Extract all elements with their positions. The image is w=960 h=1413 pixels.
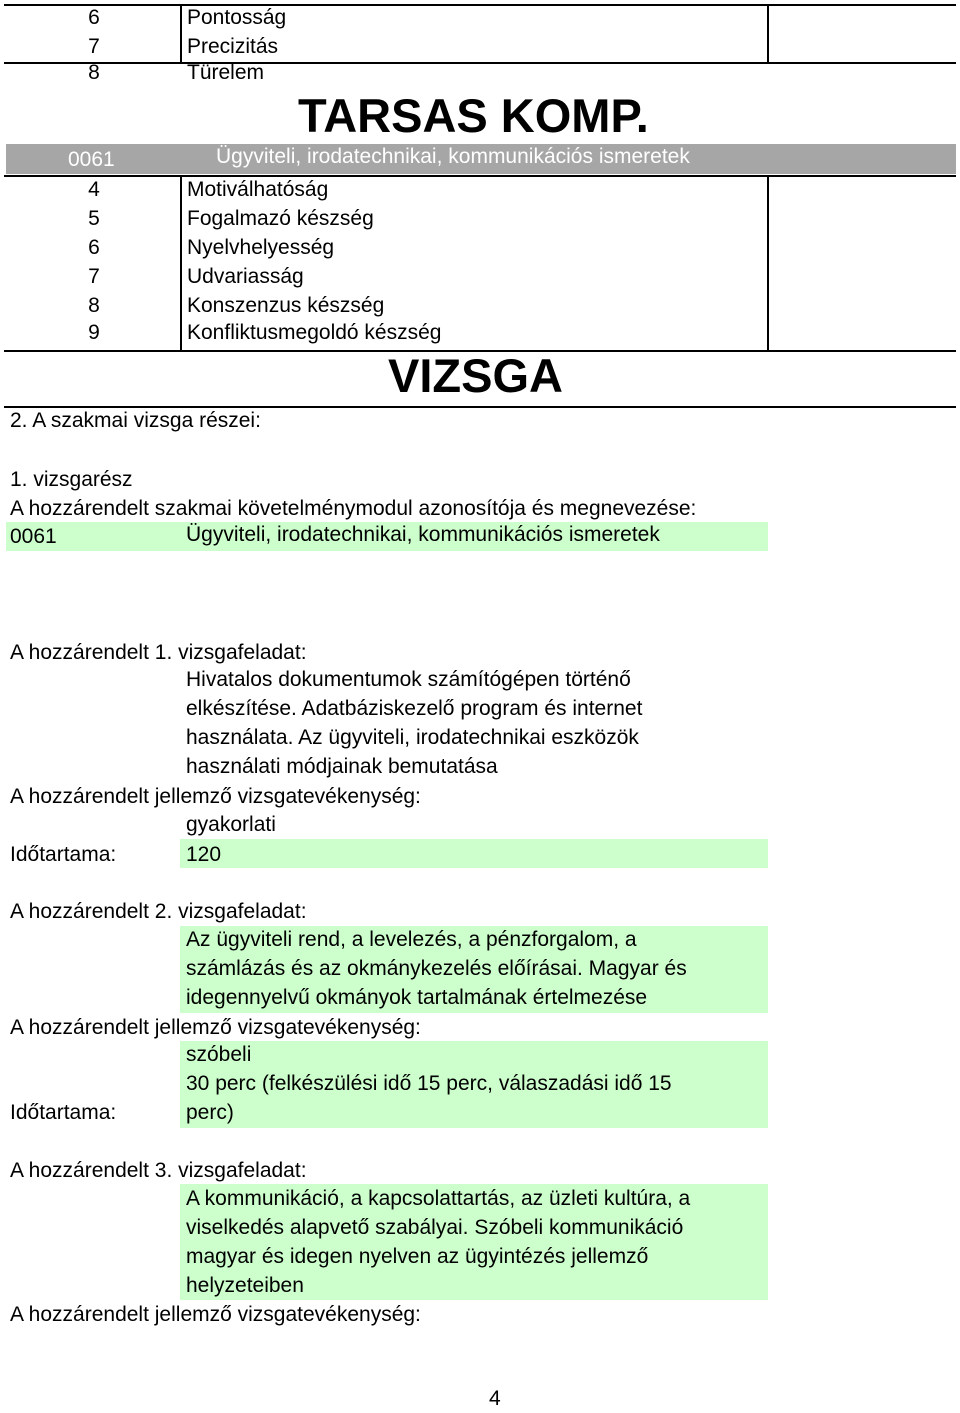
column-divider	[180, 4, 182, 64]
task-1-activity: gyakorlati	[186, 813, 276, 836]
task-3-line: magyar és idegen nyelven az ügyintézés jellemző	[186, 1245, 649, 1268]
column-divider	[767, 4, 769, 64]
module-code: 0061	[10, 525, 57, 548]
exam-parts-label: 2. A szakmai vizsga részei:	[10, 409, 261, 432]
task-1-duration-label: Időtartama:	[10, 843, 117, 866]
header-code: 0061	[68, 148, 115, 171]
row-number: 8	[88, 61, 100, 84]
task-1-activity-label: A hozzárendelt jellemző vizsgatevékenység:	[10, 785, 421, 808]
task-2-activity-label: A hozzárendelt jellemző vizsgatevékenység:	[10, 1016, 421, 1039]
task-2-duration: perc)	[186, 1101, 234, 1124]
row-number: 4	[88, 178, 100, 201]
task-1-line: Hivatalos dokumentumok számítógépen történő	[186, 668, 631, 691]
task-1-label: A hozzárendelt 1. vizsgafeladat:	[10, 641, 307, 664]
row-label: Fogalmazó készség	[187, 207, 374, 230]
row-number: 5	[88, 207, 100, 230]
task-2-duration-label: Időtartama:	[10, 1101, 117, 1124]
task-2-activity: szóbeli	[186, 1043, 252, 1066]
task-2-label: A hozzárendelt 2. vizsgafeladat:	[10, 900, 307, 923]
task-3-line: helyzeteiben	[186, 1274, 304, 1297]
row-number: 6	[88, 6, 100, 29]
row-number: 8	[88, 294, 100, 317]
task-3-line: A kommunikáció, a kapcsolattartás, az üzleti kultúra, a	[186, 1187, 691, 1210]
task-2-line: idegennyelvű okmányok tartalmának értelmezése	[186, 986, 648, 1009]
part-label: 1. vizsgarész	[10, 468, 133, 491]
row-label: Precizitás	[187, 35, 279, 58]
task-2-line: Az ügyviteli rend, a levelezés, a pénzforgalom, a	[186, 928, 637, 951]
module-name: Ügyviteli, irodatechnikai, kommunikációs ismeretek	[186, 523, 660, 546]
task-3-line: viselkedés alapvető szabályai. Szóbeli kommunikáció	[186, 1216, 684, 1239]
task-2-line: számlázás és az okmánykezelés előírásai. Magyar és	[186, 957, 687, 980]
column-divider	[767, 175, 769, 352]
row-number: 6	[88, 236, 100, 259]
row-label: Motiválhatóság	[187, 178, 329, 201]
column-divider	[180, 175, 182, 352]
task-1-duration-box	[180, 839, 768, 868]
task-1-duration: 120	[186, 843, 222, 866]
row-number: 7	[88, 265, 100, 288]
task-3-label: A hozzárendelt 3. vizsgafeladat:	[10, 1159, 307, 1182]
section-title: TARSAS KOMP.	[298, 89, 649, 142]
row-label: Nyelvhelyesség	[187, 236, 335, 259]
row-label: Udvariasság	[187, 265, 304, 288]
page-number: 4	[489, 1387, 501, 1410]
task-2-duration: 30 perc (felkészülési idő 15 perc, válaszadási idő 15	[186, 1072, 672, 1095]
row-number: 7	[88, 35, 100, 58]
row-label: Türelem	[187, 61, 265, 84]
task-3-activity-label: A hozzárendelt jellemző vizsgatevékenység:	[10, 1303, 421, 1326]
row-label: Konszenzus készség	[187, 294, 385, 317]
task-1-line: elkészítése. Adatbáziskezelő program és internet	[186, 697, 643, 720]
task-1-line: használati módjainak bemutatása	[186, 755, 498, 778]
row-label: Pontosság	[187, 6, 287, 29]
exam-title: VIZSGA	[388, 349, 563, 402]
header-label: Ügyviteli, irodatechnikai, kommunikációs ismeretek	[216, 145, 690, 168]
row-label: Konfliktusmegoldó készség	[187, 321, 442, 344]
module-label: A hozzárendelt szakmai követelménymodul azonosítója és megnevezése:	[10, 497, 697, 520]
task-1-line: használata. Az ügyviteli, irodatechnikai eszközök	[186, 726, 639, 749]
row-number: 9	[88, 321, 100, 344]
